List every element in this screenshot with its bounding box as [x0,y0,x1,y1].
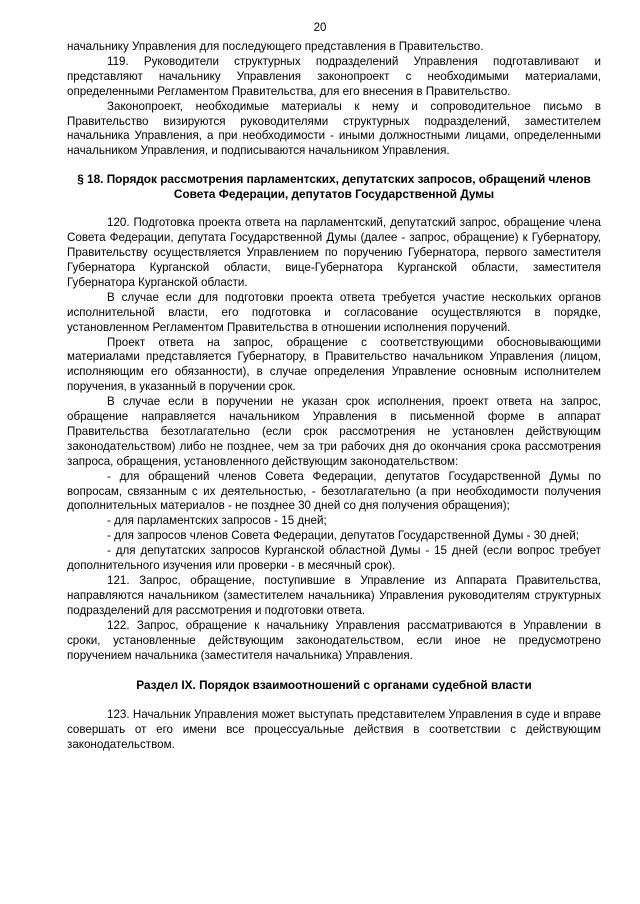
document-body [67,40,601,753]
paragraph: В случае если для подготовки проекта ответа требуется участие нескольких органов исполнительной власти, его подготовка и согласование осуществляются в порядке, установленном Регламентом Правительства в отношении исполнения поручений. [67,290,601,334]
paragraph: Проект ответа на запрос, обращение с соответствующими обосновывающими материалами представляется Губернатору, в Правительство начальником Управления (лицом, исполняющим его обязанности), в случае определения Управление основным исполнителем поручения, в указанный в поручении срок. [67,335,601,394]
paragraph-120: 120. Подготовка проекта ответа на парламентский, депутатский запрос, обращение члена Совета Федерации, депутата Государственной Думы (далее - запрос, обращение) к Губернатору, Правительству осуществляется Управлением по поручению Губернатора, первого заместителя Губернатора Курганской области, вице-Губернатора Курганской области, заместителя Губернатора Курганской области. [67,216,601,289]
paragraph-119: 119. Руководители структурных подразделений Управления подготавливают и представляют начальнику Управления законопроект с необходимыми материалами, определенными Регламентом Правительства, для его внесения в Правительство. [67,54,601,98]
paragraph: В случае если в поручении не указан срок исполнения, проект ответа на запрос, обращение направляется начальником Управления в письменной форме в аппарат Правительства безотлагательно (если срок рассмотрения не установлен действующим законодательством) либо не позднее, чем за три рабочих дня до окончания срока рассмотрения запроса, обращения, установленного действующим законодательством: [67,395,601,468]
page-number: 20 [313,22,327,34]
paragraph-123: 123. Начальник Управления может выступать представителем Управления в суде и вправе совершать от его имени все процессуальные действия в соответствии с действующим законодательством. [67,708,601,752]
paragraph: Законопроект, необходимые материалы к нему и сопроводительное письмо в Правительство визируются руководителями структурных подразделений, заместителем начальника Управления, а при необходимости - иными должностными лицами, определенными начальником Управления, и подписываются начальником Управления. [67,99,601,158]
list-item: - для парламентских запросов - 15 дней; [107,514,327,528]
paragraph-121: 121. Запрос, обращение, поступившие в Управление из Аппарата Правительства, направляются начальником (заместителем начальника) Управления руководителям структурных подразделений для рассмотрения и подготовки ответа. [67,574,601,617]
paragraph: начальнику Управления для последующего представления в Правительство. [67,40,484,53]
section-heading-18: § 18. Порядок рассмотрения парламентских, депутатских запросов, обращений членов Совета Федерации, депутатов Государственной Думы [77,172,591,202]
list-item: - для обращений членов Совета Федерации, депутатов Государственной Думы по вопросам, связанным с их деятельностью, - безотлагательно (а при необходимости получения дополнительных материалов - не позднее 30 дней со дня получения обращения); [67,469,601,513]
paragraph-122: 122. Запрос, обращение к начальнику Управления рассматриваются в Управлении в сроки, установленные действующим законодательством, если иное не предусмотрено поручением начальника (заместителя начальника) Управления. [67,618,601,662]
list-item: - для запросов членов Совета Федерации, депутатов Государственной Думы - 30 дней; [107,529,580,543]
section-heading-ix: Раздел IX. Порядок взаимоотношений с органами судебной власти [136,678,532,693]
list-item: - для депутатских запросов Курганской областной Думы - 15 дней (если вопрос требует дополнительного изучения или проверки - в месячный срок). [67,544,601,573]
